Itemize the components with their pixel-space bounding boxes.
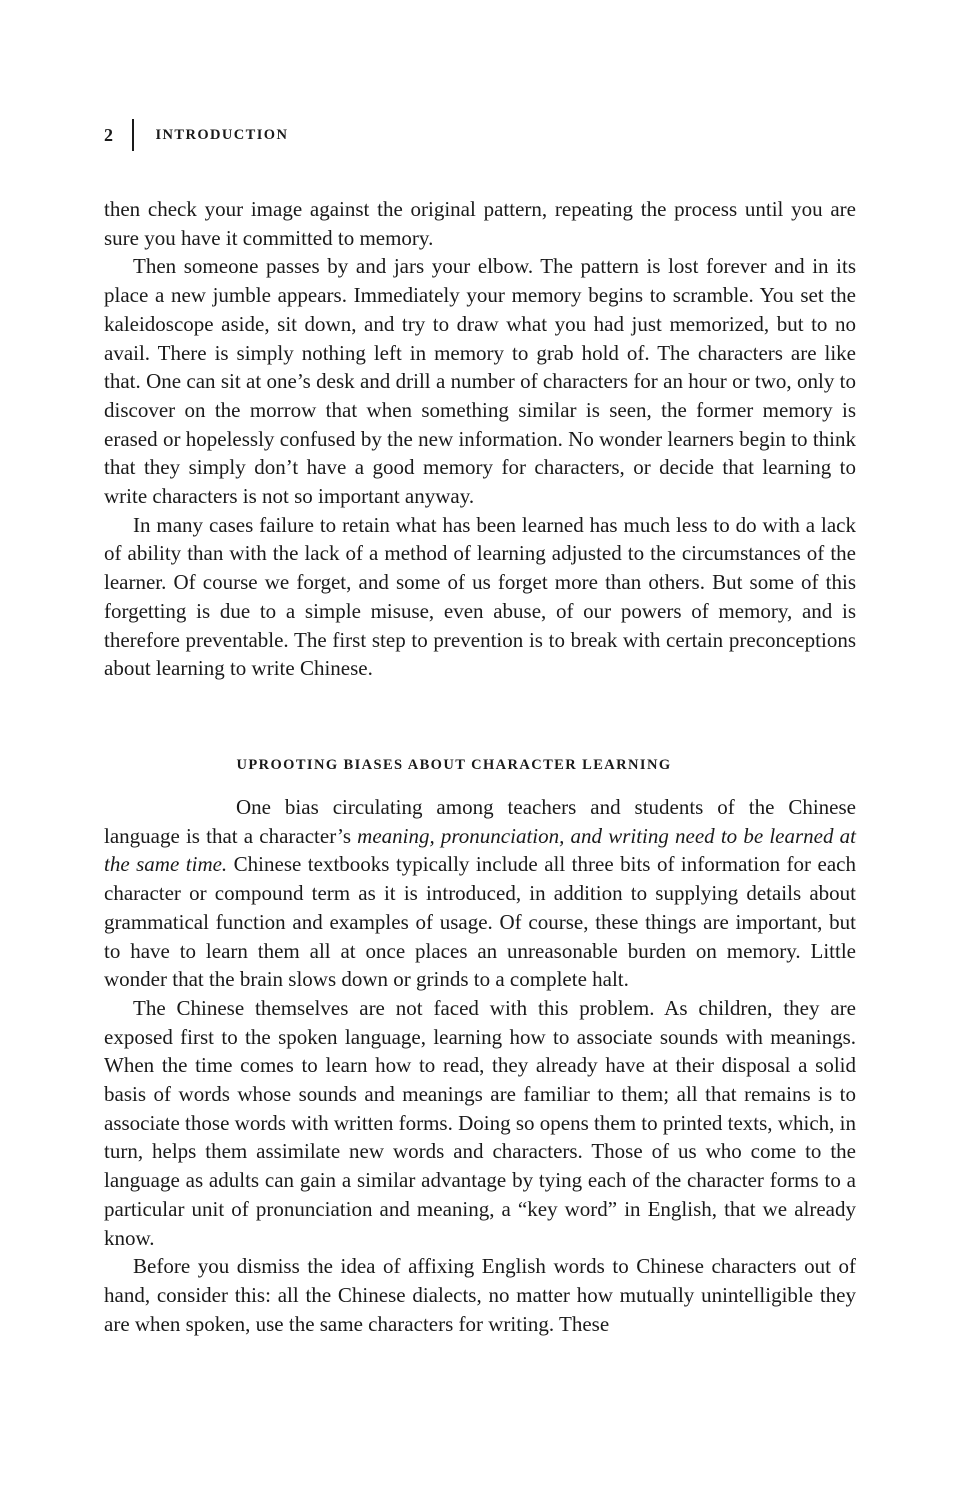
paragraph-bias-start: One bias circulating among teachers and students of the Chinese language is that a character’s <box>104 795 856 848</box>
paragraph-chinese-children: The Chinese themselves are not faced with this problem. As children, they are exposed first to the spoken language, learning how to associate sounds with meanings. When the time comes to learn how to read, they already have at their disposal a solid basis of words whose sounds and meanings are familiar to them; all that remains is to associate those words with written forms. Doing so opens them to printed texts, which, in turn, helps them assimilate new words and characters. Those of us who come to the language as adults can gain a similar advantage by tying each of the character forms to a particular unit of pronunciation and meaning, a “key word” in English, that we already know. <box>104 995 856 1250</box>
body-text-lower <box>104 793 856 1338</box>
paragraph-continuation: then check your image against the original pattern, repeating the process until you are sure you have it committed to memory. <box>104 197 856 250</box>
page-number: 2 <box>104 124 114 145</box>
paragraph-kaleidoscope: Then someone passes by and jars your elbow. The pattern is lost forever and in its place a new jumble appears. Immediately your memory begins to scramble. You set the kaleidoscope aside, sit down, and try to draw what you had just memorized, but to no avail. There is simply nothing left in memory to grab hold of. The characters are like that. One can sit at one’s desk and drill a number of characters for an hour or two, only to discover on the morrow that when something similar is seen, the former memory is erased or hopelessly confused by the new information. No wonder learners begin to think that they simply don’t have a good memory for characters, or decide that learning to write characters is not so important anyway. <box>104 254 856 509</box>
running-head-title: INTRODUCTION <box>155 126 289 143</box>
paragraph-failure-to-retain: In many cases failure to retain what has been learned has much less to do with a lack of ability than with the lack of a method of learning adjusted to the circumstances of the learner. Of course we forget, and some of us forget more than others. But some of this forgetting is due to a simple misuse, even abuse, of our powers of memory, and is therefore preventable. The first step to prevention is to break with certain preconceptions about learning to write Chinese. <box>104 512 856 681</box>
paragraph-dialects: Before you dismiss the idea of affixing English words to Chinese characters out of hand, consider this: all the Chinese dialects, no matter how mutually unintelligible they are when spoken, use the same characters for writing. These <box>104 1254 856 1336</box>
running-head <box>104 118 288 152</box>
paragraph-bias <box>104 793 856 994</box>
section-subheading: UPROOTING BIASES ABOUT CHARACTER LEARNING <box>236 757 672 773</box>
paragraph-bias-emphasis: meaning, pronunciation, and writing need to be learned at the same time. <box>104 823 856 877</box>
paragraph-bias-end: Chinese textbooks typically include all three bits of information for each character or compound term as it is introduced, in addition to supplying details about grammatical function and examples of usage. Of course, these things are important, but to have to learn them all at once places an unreasonable burden on memory. Little wonder that the brain slows down or grinds to a complete halt. <box>104 852 856 992</box>
header-divider <box>132 119 134 151</box>
body-text-upper <box>104 195 856 683</box>
